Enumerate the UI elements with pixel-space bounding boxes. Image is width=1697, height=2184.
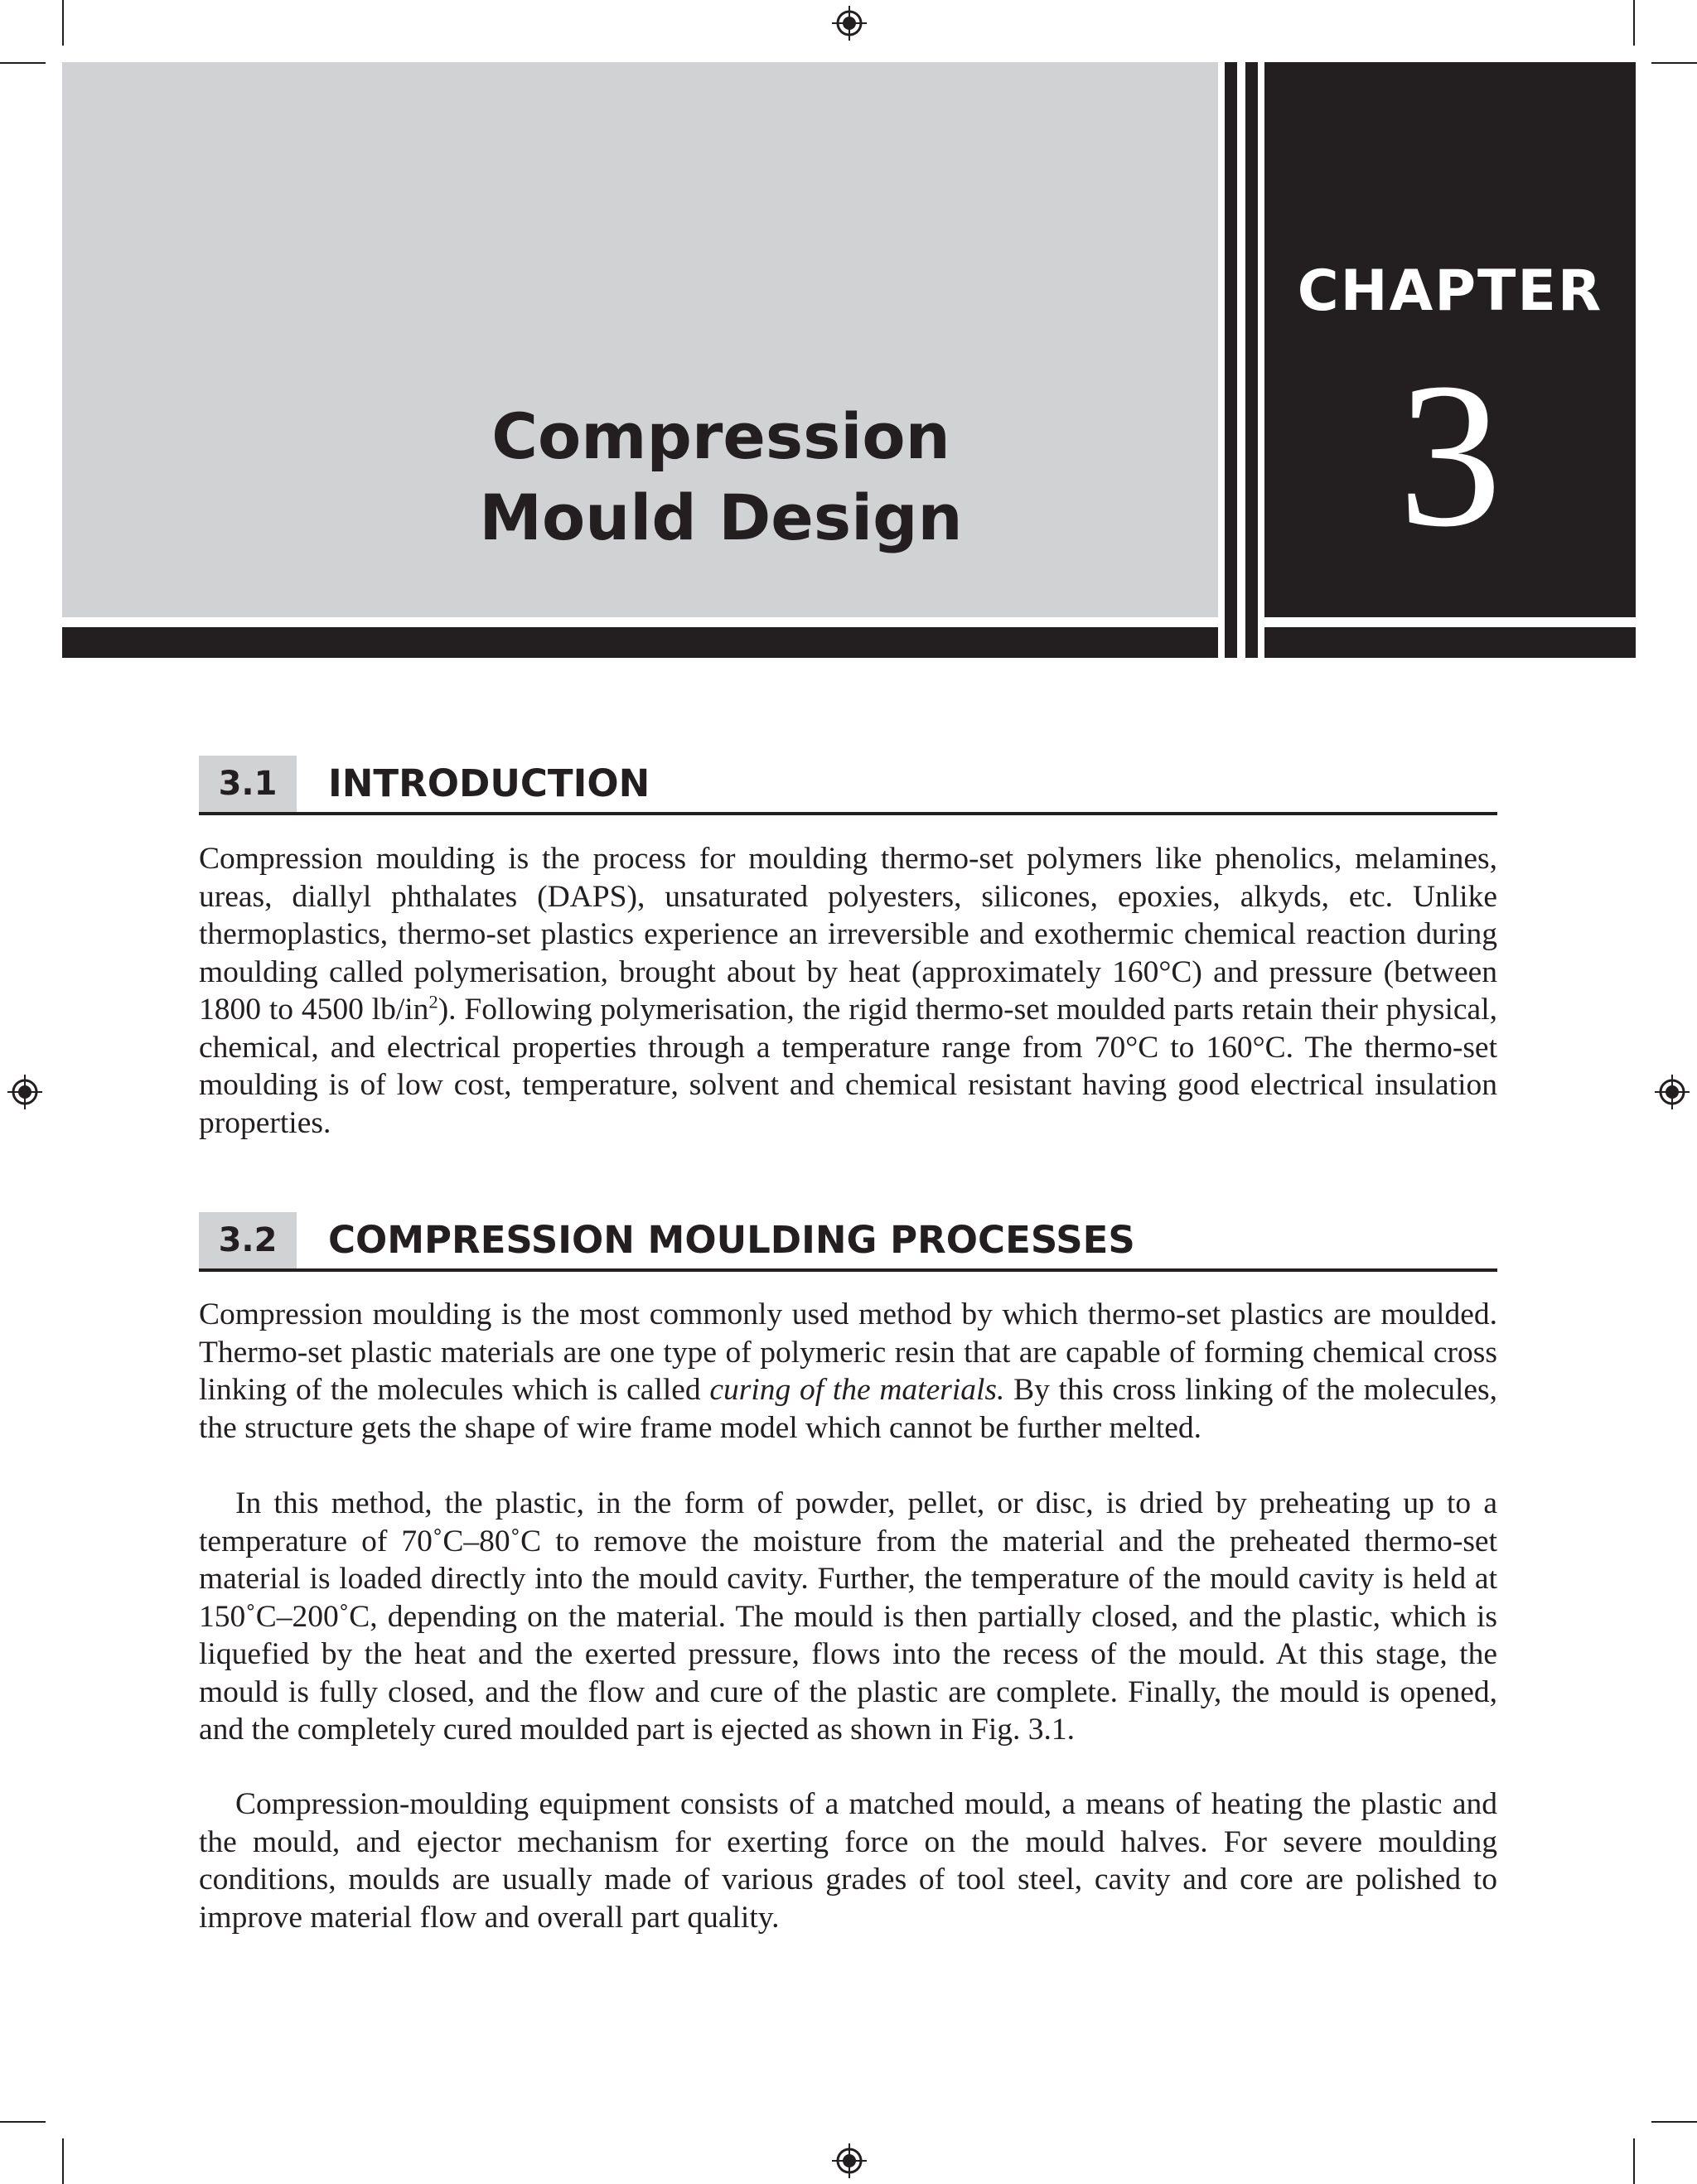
- section-title: COMPRESSION MOULDING PROCESSES: [328, 1218, 1135, 1262]
- crop-mark-icon: [62, 2138, 64, 2184]
- paragraph: [199, 840, 1497, 1142]
- paragraph: [199, 1296, 1497, 1447]
- paragraph-text: Compression moulding is the process for moulding thermo-set polymers like phenolics, melamines, ureas, diallyl phthalates (DAPS), unsaturated polyesters, silicones, epoxies, alkyds, etc. Unlike thermoplastics, thermo-set plastics experience an irreversible and exothermic chemical reaction during moulding called polymerisation, brought about by heat (approximately 160°C) and pressure (between 1800 to 4500 lb/in: [199, 842, 1497, 1027]
- italic-term: curing of the materials.: [709, 1373, 1005, 1407]
- paragraph-text: By this cross linking of the molecules, the structure gets the shape of wire frame model which cannot be further melted.: [199, 1373, 1497, 1445]
- section-title: INTRODUCTION: [328, 761, 650, 805]
- crop-mark-icon: [1651, 62, 1697, 64]
- registration-mark-icon: [831, 2143, 868, 2179]
- registration-mark-icon: [7, 1074, 43, 1110]
- chapter-number: 3: [1398, 341, 1502, 570]
- crop-mark-icon: [0, 62, 46, 64]
- section-heading: [199, 1212, 1497, 1272]
- crop-mark-icon: [1633, 2138, 1635, 2184]
- banner-underline: [62, 627, 1218, 658]
- chapter-title-line: Mould Design: [479, 481, 963, 554]
- chapter-label: CHAPTER: [1297, 259, 1603, 324]
- section-heading: [199, 756, 1497, 815]
- banner-divider: [1225, 62, 1237, 658]
- crop-mark-icon: [0, 2121, 46, 2123]
- section-number: 3.1: [199, 756, 297, 812]
- crop-mark-icon: [1633, 0, 1635, 46]
- registration-mark-icon: [831, 5, 868, 41]
- crop-mark-icon: [62, 0, 64, 46]
- banner-divider: [1245, 62, 1258, 658]
- chapter-title-line: Compression: [491, 399, 950, 473]
- banner-underline: [1264, 627, 1636, 658]
- paragraph-text: ). Following polymerisation, the rigid thermo-set moulded parts retain their physical, chemical, and electrical properties through a temperature range from 70°C to 160°C. The thermo-set moulding is of low cost, temperature, solvent and chemical resistant having good electrical insulation properties.: [199, 993, 1497, 1140]
- section-number: 3.2: [199, 1212, 297, 1268]
- paragraph: In this method, the plastic, in the form of powder, pellet, or disc, is dried by preheating up to a temperature of 70˚C–80˚C to remove the moisture from the material and the preheated thermo-set material is loaded directly into the mould cavity. Further, the temperature of the mould cavity is held at 150˚C–200˚C, depending on the material. The mould is then partially closed, and the plastic, which is liquefied by the heat and the exerted pressure, flows into the recess of the mould. At this stage, the mould is fully closed, and the flow and cure of the plastic are complete. Finally, the mould is opened, and the completely cured moulded part is ejected as shown in Fig. 3.1.: [199, 1486, 1497, 1747]
- paragraph: Compression-moulding equipment consists of a matched mould, a means of heating the plastic and the mould, and ejector mechanism for exerting force on the mould halves. For severe moulding conditions, moulds are usually made of various grades of tool steel, cavity and core are polished to improve material flow and overall part quality.: [199, 1787, 1497, 1935]
- crop-mark-icon: [1651, 2121, 1697, 2123]
- superscript: 2: [428, 991, 438, 1012]
- chapter-title: [431, 396, 1011, 558]
- registration-mark-icon: [1654, 1074, 1690, 1110]
- paragraph-text: Compression moulding is the most commonly used method by which thermo-set plastics are moulded. Thermo-set plastic materials are one type of polymeric resin that are capable of forming chemical cross linking of the molecules which is called: [199, 1297, 1497, 1407]
